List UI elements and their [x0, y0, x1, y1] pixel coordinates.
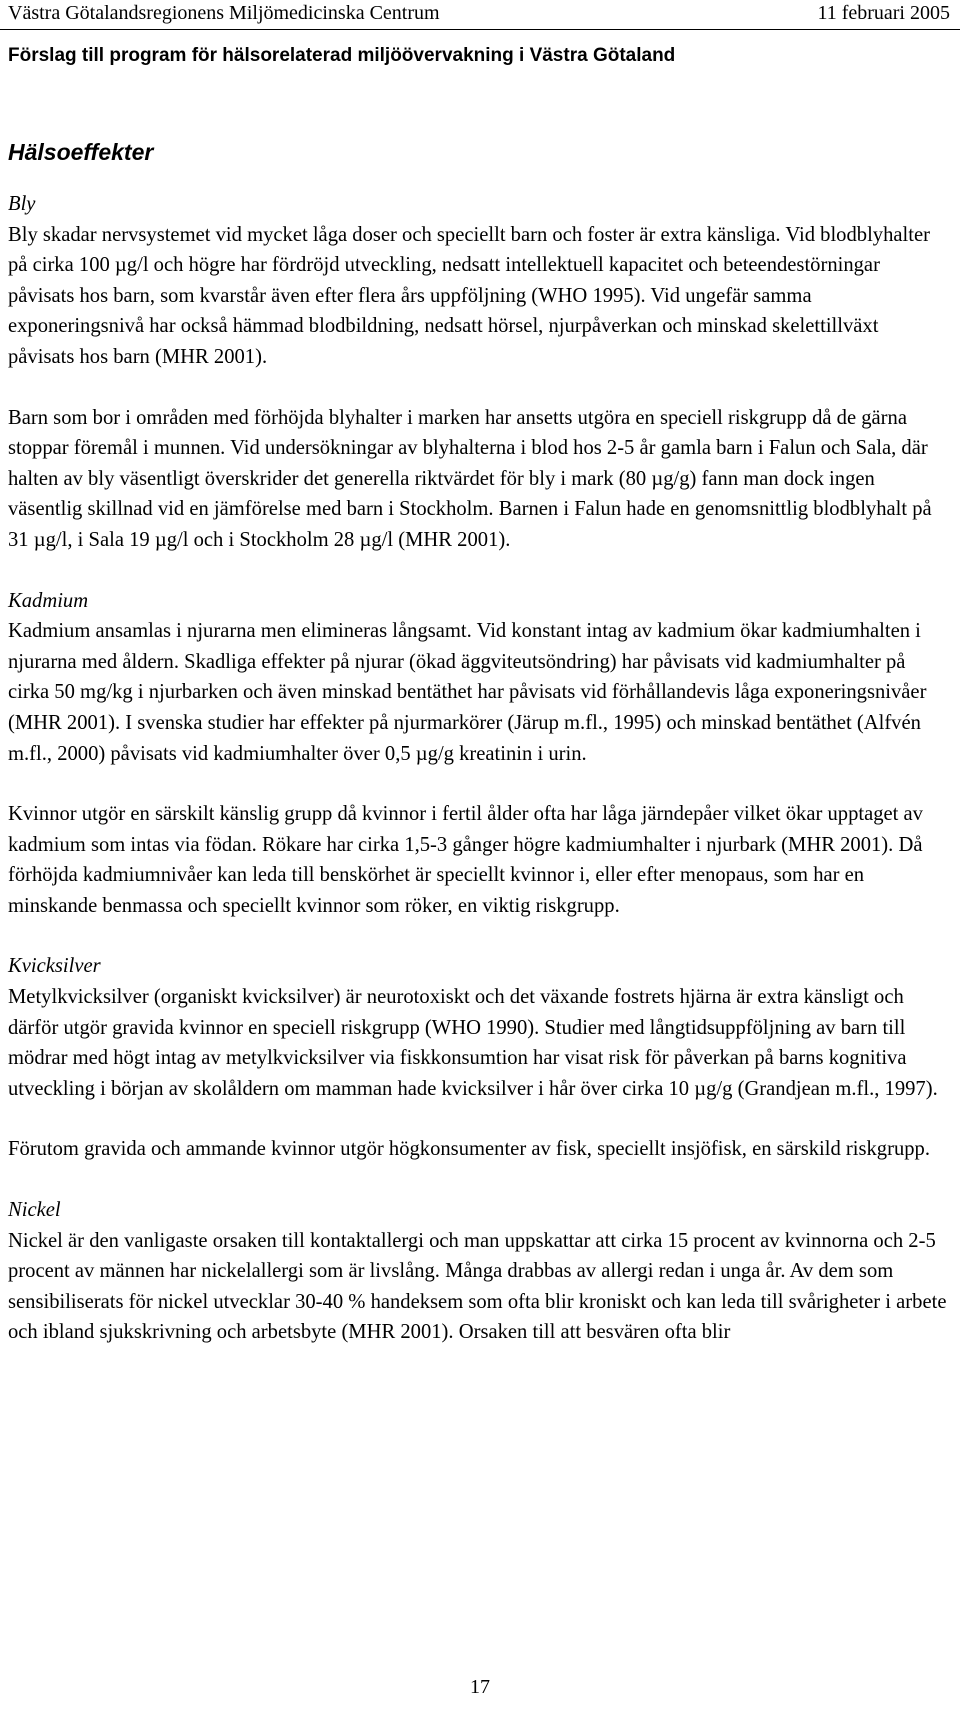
- header-document-title: Förslag till program för hälsorelaterad miljöövervakning i Västra Götaland: [8, 45, 676, 66]
- paragraph-gap: [8, 556, 948, 586]
- section-title: Hälsoeffekter: [8, 139, 154, 165]
- running-header: [8, 0, 950, 26]
- subsection-title: Nickel: [8, 1199, 61, 1222]
- subsection-kvicksilver: [8, 951, 948, 1195]
- header-organization: Västra Götalandsregionens Miljömedicinska Centrum: [8, 2, 440, 24]
- subsection-title: Bly: [8, 193, 36, 215]
- paragraph: Metylkvicksilver (organiskt kvicksilver) är neurotoxiskt och det växande fostrets hjärna är extra känsligt och därför utgör gravida kvinnor en speciell riskgrupp (WHO 1990). Studier med långtidsuppföljning av barn till mödrar med högt intag av metylkvicksilver via fiskkonsumtion har visat risk för påverkan på barns kognitiva utveckling i början av skolåldern om mamman hade kvicksilver i hår över cirka 10 µg/g (Grandjean m.fl., 1997).: [8, 986, 938, 1100]
- subsection-title: Kadmium: [8, 589, 89, 612]
- paragraph: Bly skadar nervsystemet vid mycket låga doser och speciellt barn och foster är extra känsliga. Vid blodblyhalter på cirka 100 µg/l och högre har fördröjd utveckling, nedsatt intellektuell kapacitet och beteendestörningar påvisats hos barn, som kvarstår även efter flera års uppföljning (WHO 1995). Vid ungefär samma exponeringsnivå har också hämmad blodbildning, nedsatt hörsel, njurpåverkan och minskad skelettillväxt påvisats hos barn (MHR 2001).: [8, 223, 930, 368]
- subsection-kadmium: [8, 586, 948, 952]
- paragraph: Kvinnor utgör en särskilt känslig grupp då kvinnor i fertil ålder ofta har låga järndepåer vilket ökar upptaget av kadmium som intas via födan. Rökare har cirka 1,5-3 gånger högre kadmiumhalter i njurbark (MHR 2001). Då förhöjda kadmiumnivåer kan leda till benskörhet är speciellt kvinnor i, eller efter menopaus, som har en minskande benmassa och speciellt kvinnor som röker, en viktig riskgrupp.: [8, 803, 923, 917]
- paragraph: Förutom gravida och ammande kvinnor utgör högkonsumenter av fisk, speciellt insjöfisk, en särskild riskgrupp.: [8, 1138, 930, 1161]
- paragraph: Nickel är den vanligaste orsaken till kontaktallergi och man uppskattar att cirka 15 procent av kvinnorna och 2-5 procent av männen har nickelallergi som är livslång. Många drabbas av allergi redan i unga år. Av dem som sensibiliserats för nickel utvecklar 30-40 % handeksem som ofta blir kroniskt och kan leda till svårigheter i arbete och ibland sjukskrivning och arbetsbyte (MHR 2001). Orsaken till att besvären ofta blir: [8, 1229, 947, 1344]
- page-number: 17: [470, 1676, 490, 1698]
- paragraph-gap: [8, 921, 948, 951]
- subsection-bly: [8, 189, 948, 586]
- paragraph-gap: [8, 1165, 948, 1195]
- paragraph-gap: [8, 769, 948, 799]
- header-date: 11 februari 2005: [817, 2, 950, 24]
- paragraph: Kadmium ansamlas i njurarna men elimineras långsamt. Vid konstant intag av kadmium ökar kadmiumhalten i njurarna med åldern. Skadliga effekter på njurar (ökad äggviteutsöndring) har påvisats vid kadmiumhalter på cirka 50 mg/kg i njurbarken och även minskad bentäthet har påvisats vid förhållandevis låga exponeringsnivåer (MHR 2001). I svenska studier har effekter på njurmarkörer (Järup m.fl., 1995) och minskad bentäthet (Alfvén m.fl., 2000) påvisats vid kadmiumhalter över 0,5 µg/g kreatinin i urin.: [8, 620, 927, 765]
- paragraph-gap: [8, 373, 948, 403]
- main-content: [8, 137, 948, 1348]
- header-rule: [0, 29, 960, 30]
- subsection-nickel: [8, 1195, 948, 1348]
- paragraph: Barn som bor i områden med förhöjda blyhalter i marken har ansetts utgöra en speciell riskgrupp då de gärna stoppar föremål i munnen. Vid undersökningar av blyhalterna i blod hos 2-5 år gamla barn i Falun och Sala, där halten av bly väsentligt överskrider det generella riktvärdet för bly i mark (80 µg/g) fann man dock ingen väsentlig skillnad vid en jämförelse med barn i Stockholm. Barnen i Falun hade en genomsnittlig blodblyhalt på 31 µg/l, i Sala 19 µg/l och i Stockholm 28 µg/l (MHR 2001).: [8, 406, 932, 551]
- paragraph-gap: [8, 1104, 948, 1134]
- subsection-title: Kvicksilver: [8, 955, 101, 978]
